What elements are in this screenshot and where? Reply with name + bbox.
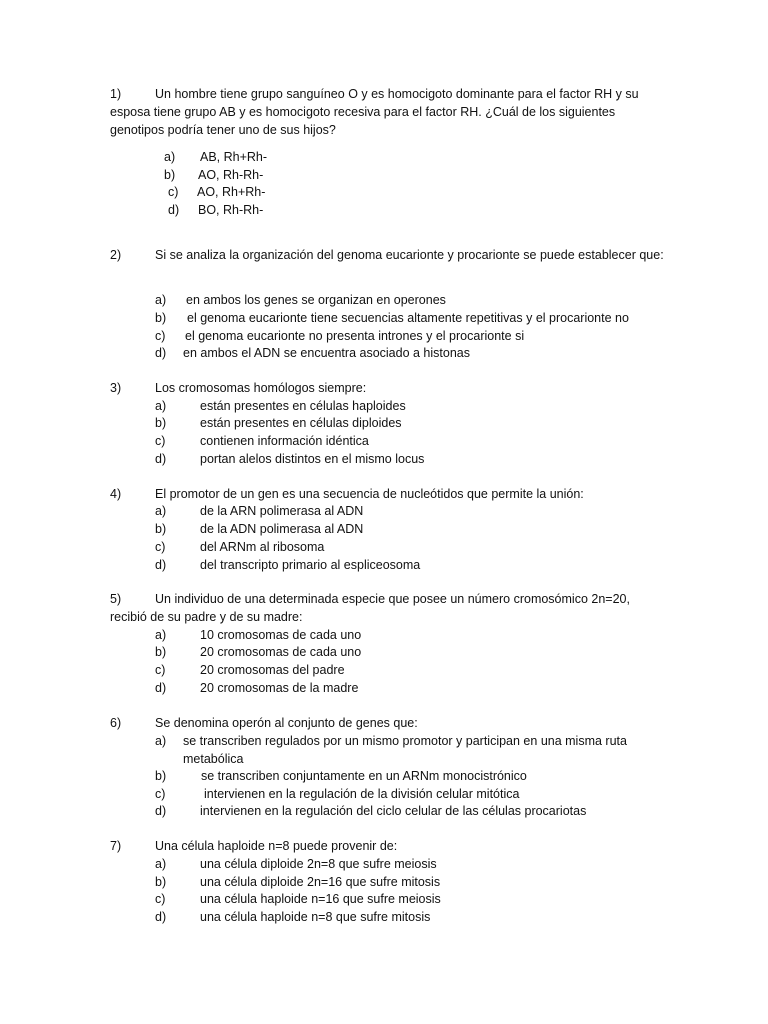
question-2-option-b-letter: b)	[155, 311, 167, 325]
question-5-option-a-letter: a)	[155, 628, 167, 642]
question-4-option-a-text: de la ARN polimerasa al ADN	[200, 504, 364, 518]
question-4-number: 4)	[110, 487, 122, 501]
question-1-option-c-text: AO, Rh+Rh-	[197, 185, 266, 199]
question-1-option-b-text: AO, Rh-Rh-	[198, 168, 264, 182]
question-3-option-d-letter: d)	[155, 452, 167, 466]
question-1-number: 1)	[110, 87, 122, 101]
question-4-text: El promotor de un gen es una secuencia de nucleótidos que permite la unión:	[155, 487, 584, 501]
question-7-option-d-letter: d)	[155, 910, 167, 924]
question-4-option-b-letter: b)	[155, 522, 167, 536]
question-7-option-d-text: una célula haploide n=8 que sufre mitosis	[200, 910, 431, 924]
question-7-option-b-letter: b)	[155, 875, 167, 889]
question-5-option-b-letter: b)	[155, 645, 167, 659]
question-6-option-c-letter: c)	[155, 787, 166, 801]
question-5-option-c-text: 20 cromosomas del padre	[200, 663, 345, 677]
question-3-option-b-letter: b)	[155, 416, 167, 430]
question-1-option-b-letter: b)	[164, 168, 176, 182]
question-6-text: Se denomina operón al conjunto de genes que:	[155, 716, 418, 730]
question-1-option-d-letter: d)	[168, 203, 180, 217]
question-3-number: 3)	[110, 381, 122, 395]
question-5-option-d-letter: d)	[155, 681, 167, 695]
question-1-option-a-letter: a)	[164, 150, 176, 164]
question-5-option-c-letter: c)	[155, 663, 166, 677]
question-6-option-b-text: se transcriben conjuntamente en un ARNm monocistrónico	[201, 769, 527, 783]
question-7-option-b-text: una célula diploide 2n=16 que sufre mitosis	[200, 875, 441, 889]
question-5-option-b-text: 20 cromosomas de cada uno	[200, 645, 362, 659]
question-6-option-a-letter: a)	[155, 734, 167, 748]
question-5-option-d-text: 20 cromosomas de la madre	[200, 681, 359, 695]
question-5-text: Un individuo de una determinada especie que posee un número cromosómico 2n=20, recibió de su padre y de su madre:	[110, 592, 630, 624]
question-2-option-c-text: el genoma eucarionte no presenta intrones y el procarionte si	[185, 329, 525, 343]
question-1-option-c-letter: c)	[168, 185, 179, 199]
question-7-option-c-text: una célula haploide n=16 que sufre meiosis	[200, 892, 441, 906]
question-2-text: Si se analiza la organización del genoma eucarionte y procarionte se puede establecer que:	[155, 248, 664, 262]
question-2-option-d-letter: d)	[155, 346, 167, 360]
question-4-option-d-text: del transcripto primario al espliceosoma	[200, 558, 421, 572]
question-2-option-d-text: en ambos el ADN se encuentra asociado a histonas	[183, 346, 470, 360]
question-3-option-a-text: están presentes en células haploides	[200, 399, 406, 413]
question-6-option-d-text: intervienen en la regulación del ciclo celular de las células procariotas	[200, 804, 587, 818]
question-7-number: 7)	[110, 839, 122, 853]
question-4-option-b-text: de la ADN polimerasa al ADN	[200, 522, 364, 536]
question-1-option-d-text: BO, Rh-Rh-	[198, 203, 264, 217]
question-6-option-b-letter: b)	[155, 769, 167, 783]
question-6-option-d-letter: d)	[155, 804, 167, 818]
question-1-option-a-text: AB, Rh+Rh-	[200, 150, 268, 164]
question-1-text: Un hombre tiene grupo sanguíneo O y es homocigoto dominante para el factor RH y su esposa tiene grupo AB y es homocigoto recesiva para el factor RH. ¿Cuál de los siguientes genotipos podría tener uno de sus hijos?	[110, 87, 639, 137]
question-6-option-c-text: intervienen en la regulación de la división celular mitótica	[204, 787, 520, 801]
question-3-option-c-text: contienen información idéntica	[200, 434, 369, 448]
question-3-option-b-text: están presentes en células diploides	[200, 416, 402, 430]
question-3-option-c-letter: c)	[155, 434, 166, 448]
question-2-option-a-text: en ambos los genes se organizan en operones	[186, 293, 446, 307]
question-2-option-c-letter: c)	[155, 329, 166, 343]
question-7-text: Una célula haploide n=8 puede provenir de:	[155, 839, 398, 853]
question-2-option-a-letter: a)	[155, 293, 167, 307]
question-7-option-a-letter: a)	[155, 857, 167, 871]
question-6-option-a-text: se transcriben regulados por un mismo promotor y participan en una misma ruta metabólica	[183, 734, 627, 766]
question-3-text: Los cromosomas homólogos siempre:	[155, 381, 367, 395]
question-4-option-c-text: del ARNm al ribosoma	[200, 540, 325, 554]
question-3-option-d-text: portan alelos distintos en el mismo locus	[200, 452, 425, 466]
question-3-option-a-letter: a)	[155, 399, 167, 413]
question-7-option-a-text: una célula diploide 2n=8 que sufre meiosis	[200, 857, 437, 871]
question-6-number: 6)	[110, 716, 122, 730]
question-5-number: 5)	[110, 592, 122, 606]
question-5-option-a-text: 10 cromosomas de cada uno	[200, 628, 362, 642]
question-4-option-c-letter: c)	[155, 540, 166, 554]
question-2-number: 2)	[110, 248, 122, 262]
question-2-option-b-text: el genoma eucarionte tiene secuencias altamente repetitivas y el procarionte no	[187, 311, 629, 325]
question-7-option-c-letter: c)	[155, 892, 166, 906]
question-4-option-d-letter: d)	[155, 558, 167, 572]
question-4-option-a-letter: a)	[155, 504, 167, 518]
